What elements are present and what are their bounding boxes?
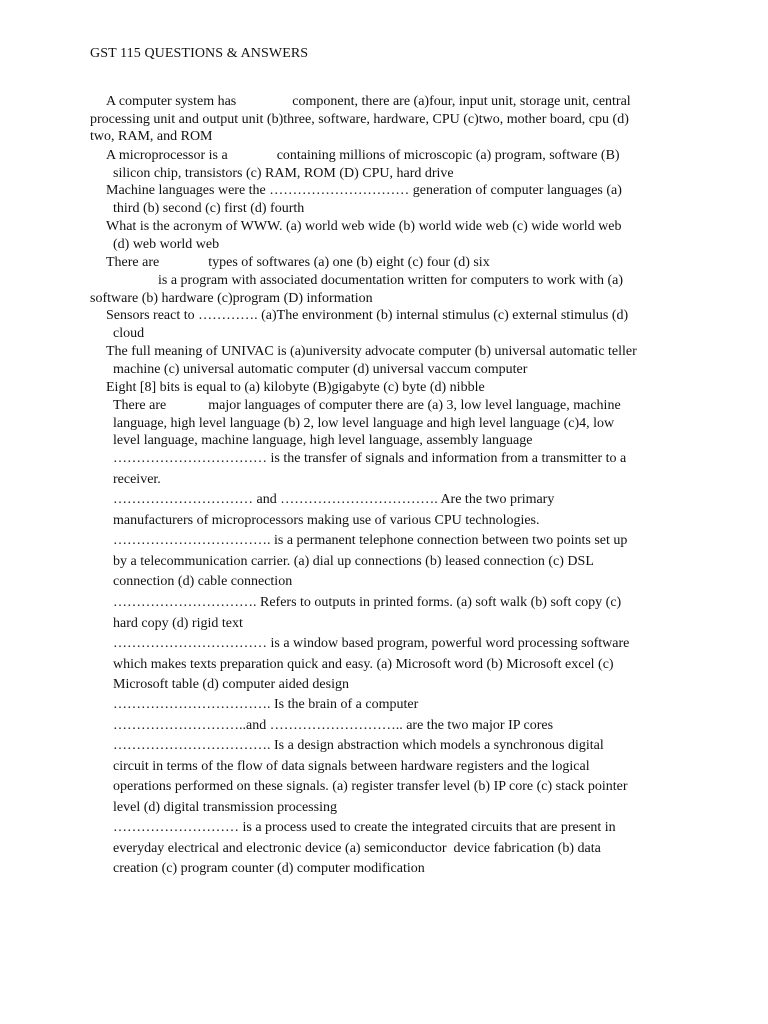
- question-12: [113, 490, 554, 531]
- question-line: which makes texts preparation quick and easy. (a) Microsoft word (b) Microsoft excel (c): [113, 656, 614, 672]
- question-11: [113, 449, 626, 490]
- question-line: ……………………………. Is the brain of a computer: [113, 697, 419, 712]
- question-17: [113, 716, 553, 737]
- document-title: GST 115 QUESTIONS & ANSWERS: [90, 46, 309, 61]
- question-line: ………………………… and ……………………………. Are the two primary: [113, 492, 555, 507]
- question-line: machine (c) universal automatic computer (d) universal vaccum computer: [113, 361, 528, 377]
- question-line: …………………………… is a window based program, powerful word processing software: [113, 636, 630, 651]
- question-13: [113, 531, 627, 593]
- question-line: language, high level language (b) 2, low level language and high level language (c)4, low: [113, 415, 615, 431]
- question-7: [106, 307, 628, 342]
- question-line: by a telecommunication carrier. (a) dial up connections (b) leased connection (c) DSL: [113, 553, 594, 569]
- question-6: [90, 272, 623, 307]
- question-16: [113, 695, 418, 716]
- question-2: [106, 147, 620, 182]
- question-19: [113, 818, 616, 880]
- question-line: ……………………… is a process used to create the integrated circuits that are present in: [113, 820, 616, 835]
- question-line: cloud: [113, 325, 145, 341]
- question-1: [90, 93, 631, 146]
- question-15: [113, 634, 629, 696]
- question-line: level (d) digital transmission processing: [113, 799, 337, 815]
- question-line: What is the acronym of WWW. (a) world web wide (b) world wide web (c) wide world web: [106, 219, 622, 234]
- question-line: receiver.: [113, 471, 161, 487]
- question-line: A computer system has component, there are (a)four, input unit, storage unit, central: [106, 94, 631, 109]
- question-line: silicon chip, transistors (c) RAM, ROM (D) CPU, hard drive: [113, 165, 454, 181]
- question-line: processing unit and output unit (b)three, software, hardware, CPU (c)two, mother board, cpu (d): [90, 111, 629, 127]
- question-line: is a program with associated documentation written for computers to work with (a): [158, 273, 623, 288]
- question-line: everyday electrical and electronic device (a) semiconductor device fabrication (b) data: [113, 840, 601, 856]
- question-line: connection (d) cable connection: [113, 574, 293, 589]
- question-5: [106, 254, 490, 272]
- question-line: …………………………. Refers to outputs in printed forms. (a) soft walk (b) soft copy (c): [113, 595, 622, 610]
- question-line: circuit in terms of the flow of data signals between hardware registers and the logical: [113, 758, 590, 774]
- question-line: (d) web world web: [113, 236, 220, 252]
- question-line: level language, machine language, high level language, assembly language: [113, 433, 533, 448]
- question-18: [113, 736, 628, 818]
- question-line: Sensors react to …………. (a)The environment (b) internal stimulus (c) external stimulus (d): [106, 308, 629, 323]
- question-line: Eight [8] bits is equal to (a) kilobyte (B)gigabyte (c) byte (d) nibble: [106, 380, 485, 395]
- question-10: [113, 397, 621, 450]
- question-8: [106, 343, 637, 378]
- question-line: There are major languages of computer there are (a) 3, low level language, machine: [113, 398, 621, 413]
- question-line: A microprocessor is a containing millions of microscopic (a) program, software (B): [106, 148, 620, 163]
- question-line: manufacturers of microprocessors making use of various CPU technologies.: [113, 512, 540, 528]
- question-line: two, RAM, and ROM: [90, 129, 213, 144]
- question-4: [106, 218, 622, 253]
- question-line: software (b) hardware (c)program (D) information: [90, 290, 373, 306]
- question-line: There are types of softwares (a) one (b) eight (c) four (d) six: [106, 255, 490, 270]
- question-line: ………………………..and ……………………….. are the two major IP cores: [113, 718, 554, 733]
- question-9: [106, 379, 485, 397]
- question-line: The full meaning of UNIVAC is (a)university advocate computer (b) universal automatic teller: [106, 344, 637, 359]
- question-line: ……………………………. is a permanent telephone connection between two points set up: [113, 533, 628, 548]
- question-line: hard copy (d) rigid text: [113, 615, 243, 631]
- question-line: operations performed on these signals. (a) register transfer level (b) IP core (c) stack pointer: [113, 779, 628, 794]
- question-line: ……………………………. Is a design abstraction which models a synchronous digital: [113, 738, 604, 753]
- question-14: [113, 593, 621, 634]
- question-line: third (b) second (c) first (d) fourth: [113, 200, 305, 216]
- question-3: [106, 182, 622, 217]
- question-line: …………………………… is the transfer of signals and information from a transmitter to a: [113, 451, 627, 466]
- question-line: Microsoft table (d) computer aided design: [113, 677, 349, 692]
- question-line: Machine languages were the ………………………… generation of computer languages (a): [106, 183, 622, 198]
- question-line: creation (c) program counter (d) computer modification: [113, 861, 425, 876]
